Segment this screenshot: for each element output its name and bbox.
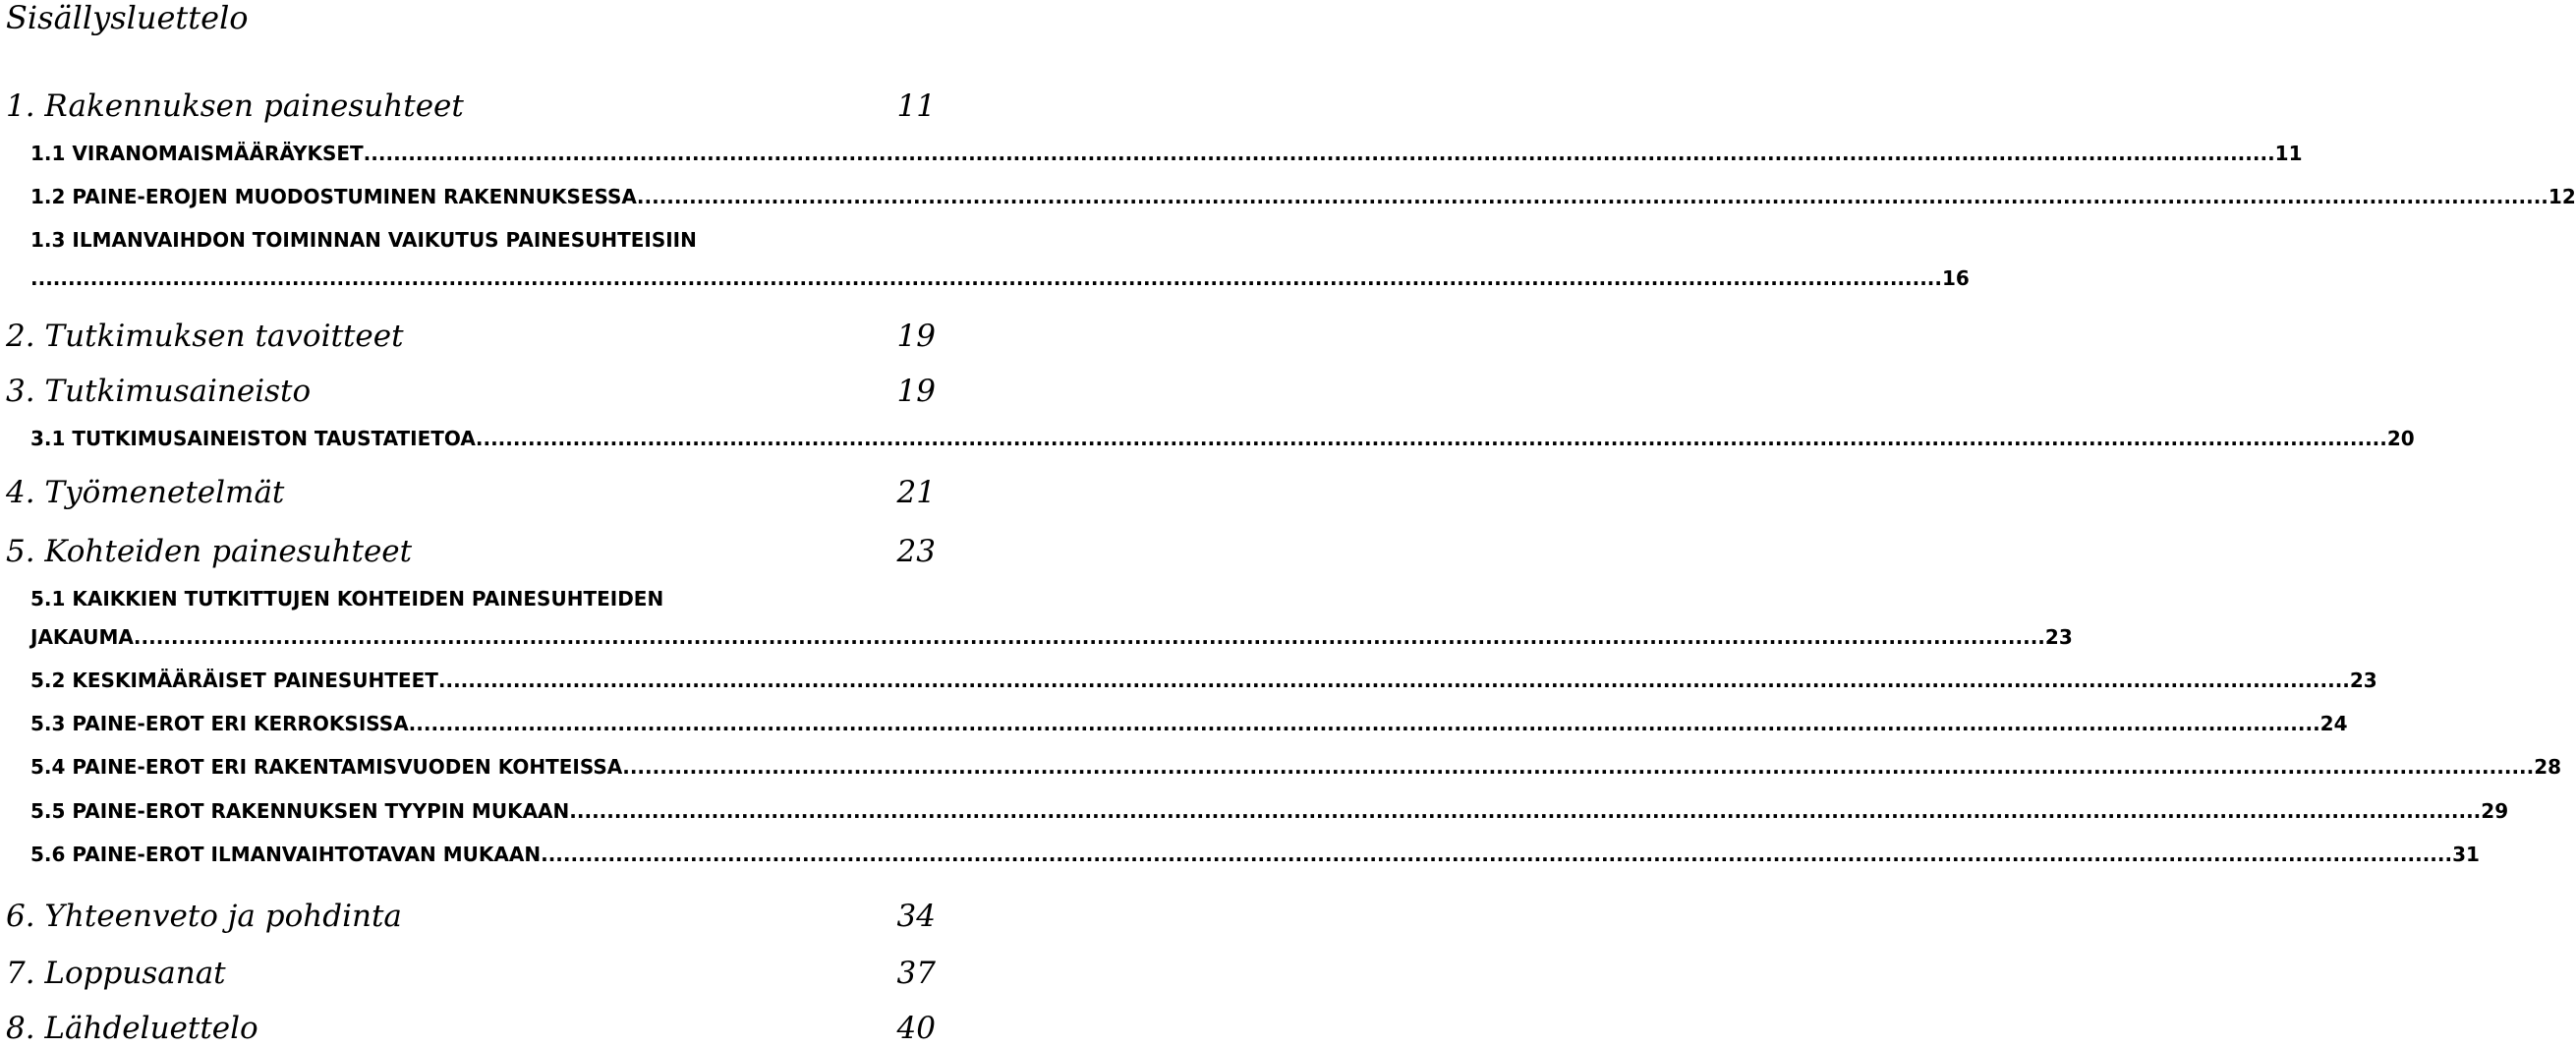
- toc-section-5-4[interactable]: [0, 752, 2562, 782]
- toc-section-1-2[interactable]: [0, 182, 2576, 211]
- toc-page-number: 12: [2547, 185, 2576, 208]
- toc-section-5-2[interactable]: [0, 666, 2377, 695]
- toc-chapter-label: 7. Loppusanat: [6, 956, 226, 991]
- toc-chapter-8[interactable]: [0, 1009, 944, 1048]
- dot-leader: ................................................................................................................................................................................................................................................................: [408, 712, 2320, 735]
- toc-section-1-1[interactable]: [0, 139, 2303, 168]
- dot-leader: ................................................................................................................................................................................................................................................................: [133, 625, 2045, 649]
- toc-page-number: 16: [1942, 266, 1970, 290]
- toc-chapter-6[interactable]: [0, 897, 944, 936]
- dot-leader: ................................................................................................................................................................................................................................................................: [475, 427, 2387, 450]
- toc-page-number: 34: [896, 899, 936, 934]
- dot-leader: ................................................................................................................................................................................................................................................................: [363, 142, 2275, 165]
- toc-chapter-label: 1. Rakennuksen painesuhteet: [6, 88, 464, 124]
- dot-leader: ................................................................................................................................................................................................................................................................: [622, 755, 2535, 779]
- dot-leader: ................................................................................................................................................................................................................................................................: [30, 266, 1942, 290]
- toc-page-number: 19: [896, 374, 936, 409]
- toc-chapter-label: 3. Tutkimusaineisto: [6, 374, 312, 409]
- toc-section-5-1-continuation[interactable]: [0, 622, 2073, 652]
- toc-page-number: 23: [2349, 669, 2377, 692]
- toc-chapter-7[interactable]: [0, 954, 944, 993]
- toc-section-5-6[interactable]: [0, 840, 2480, 869]
- toc-chapter-label: 5. Kohteiden painesuhteet: [6, 534, 413, 569]
- toc-page-number: 19: [896, 319, 936, 354]
- toc-section-label: 3.1 TUTKIMUSAINEISTON TAUSTATIETOA: [30, 427, 476, 450]
- toc-chapter-label: 2. Tutkimuksen tavoitteet: [6, 319, 404, 354]
- toc-page-number: 23: [2044, 625, 2073, 649]
- toc-section-label: 1.1 VIRANOMAISMÄÄRÄYKSET: [30, 142, 364, 165]
- toc-section-label: JAKAUMA: [30, 625, 134, 649]
- toc-section-label: 5.3 PAINE-EROT ERI KERROKSISSA: [30, 712, 409, 735]
- toc-section-3-1[interactable]: [0, 424, 2415, 453]
- toc-page-number: 28: [2534, 755, 2562, 779]
- toc-page-number: 23: [896, 534, 936, 569]
- toc-chapter-5[interactable]: [0, 532, 944, 571]
- dot-leader: ................................................................................................................................................................................................................................................................: [437, 669, 2350, 692]
- toc-section-1-3-continuation[interactable]: [0, 263, 1970, 293]
- toc-page-number: 11: [2274, 142, 2303, 165]
- dot-leader: ................................................................................................................................................................................................................................................................: [636, 185, 2548, 208]
- toc-page-number: 24: [2319, 712, 2348, 735]
- toc-title: Sisällysluettelo: [6, 0, 249, 36]
- toc-chapter-3[interactable]: [0, 372, 944, 411]
- toc-chapter-4[interactable]: [0, 473, 944, 512]
- toc-section-label: 5.5 PAINE-EROT RAKENNUKSEN TYYPIN MUKAAN: [30, 799, 570, 823]
- toc-page-number: 21: [896, 475, 936, 510]
- toc-chapter-label: 6. Yhteenveto ja pohdinta: [6, 899, 402, 934]
- toc-page-number: 20: [2386, 427, 2415, 450]
- toc-page-number: 11: [896, 88, 936, 124]
- toc-page-number: 29: [2481, 799, 2509, 823]
- toc-page-number: 37: [896, 956, 936, 991]
- toc-chapter-label: 8. Lähdeluettelo: [6, 1011, 258, 1046]
- toc-chapter-label: 4. Työmenetelmät: [6, 475, 285, 510]
- toc-section-label: 5.1 KAIKKIEN TUTKITTUJEN KOHTEIDEN PAINESUHTEIDEN: [30, 587, 664, 611]
- toc-section-5-5[interactable]: [0, 796, 2509, 826]
- toc-section-label: 5.2 KESKIMÄÄRÄISET PAINESUHTEET: [30, 669, 438, 692]
- toc-section-5-1[interactable]: [0, 584, 944, 613]
- toc-section-label: 5.6 PAINE-EROT ILMANVAIHTOTAVAN MUKAAN: [30, 843, 542, 866]
- toc-chapter-2[interactable]: [0, 317, 944, 356]
- toc-section-label: 5.4 PAINE-EROT ERI RAKENTAMISVUODEN KOHTEISSA: [30, 755, 623, 779]
- toc-page-number: 31: [2452, 843, 2480, 866]
- dot-leader: ................................................................................................................................................................................................................................................................: [569, 799, 2482, 823]
- toc-page-number: 40: [896, 1011, 936, 1046]
- toc-section-label: 1.3 ILMANVAIHDON TOIMINNAN VAIKUTUS PAINESUHTEISIIN: [30, 228, 697, 252]
- dot-leader: ................................................................................................................................................................................................................................................................: [541, 843, 2453, 866]
- toc-section-label: 1.2 PAINE-EROJEN MUODOSTUMINEN RAKENNUKSESSA: [30, 185, 637, 208]
- toc-section-1-3[interactable]: [0, 225, 944, 255]
- toc-section-5-3[interactable]: [0, 709, 2348, 738]
- toc-chapter-1[interactable]: [0, 87, 944, 126]
